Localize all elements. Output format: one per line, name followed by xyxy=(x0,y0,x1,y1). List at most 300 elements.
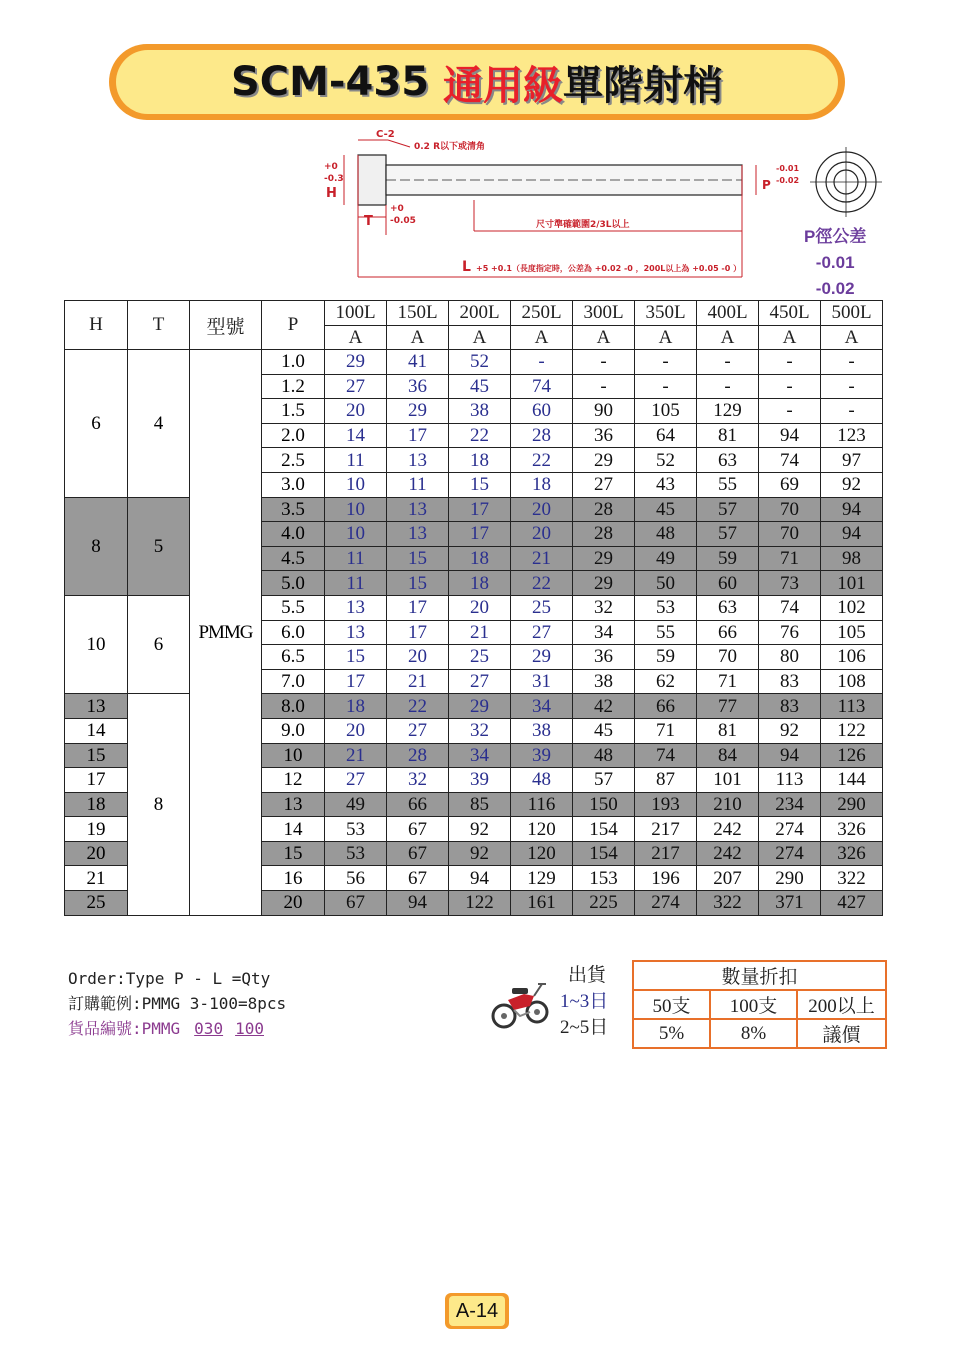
cell-a: 87 xyxy=(635,768,697,793)
cell-a: 27 xyxy=(387,718,449,743)
cell-p: 6.5 xyxy=(262,645,325,670)
cell-a: 38 xyxy=(511,718,573,743)
cell-a: - xyxy=(821,374,883,399)
order-format: Order:Type P - L =Qty xyxy=(68,969,271,988)
cell-a: 154 xyxy=(573,841,635,866)
header-a: A xyxy=(387,326,449,350)
header-length: 350L xyxy=(635,301,697,326)
cell-a: 81 xyxy=(697,718,759,743)
cell-a: 73 xyxy=(759,571,821,596)
cell-a: 11 xyxy=(325,546,387,571)
cell-a: 13 xyxy=(325,620,387,645)
cell-a: 322 xyxy=(697,891,759,916)
cell-p: 9.0 xyxy=(262,718,325,743)
cell-t: 4 xyxy=(128,350,190,498)
cell-a: 126 xyxy=(821,743,883,768)
cell-a: 67 xyxy=(387,866,449,891)
cell-a: 66 xyxy=(387,792,449,817)
cell-a: 80 xyxy=(759,645,821,670)
cell-a: 67 xyxy=(325,891,387,916)
cell-a: 32 xyxy=(387,768,449,793)
cell-a: 18 xyxy=(449,571,511,596)
cell-a: - xyxy=(573,374,635,399)
cell-a: 94 xyxy=(449,866,511,891)
cell-h: 6 xyxy=(65,350,128,498)
cell-a: - xyxy=(635,374,697,399)
cell-a: 57 xyxy=(697,497,759,522)
cell-model: PMMG xyxy=(190,350,262,916)
cell-a: 15 xyxy=(387,546,449,571)
cell-t: 8 xyxy=(128,694,190,915)
cell-h: 21 xyxy=(65,866,128,891)
cell-p: 4.0 xyxy=(262,522,325,547)
cell-a: 120 xyxy=(511,841,573,866)
order-info xyxy=(68,966,286,1041)
cell-a: 92 xyxy=(821,472,883,497)
cell-a: 94 xyxy=(759,743,821,768)
cell-a: 10 xyxy=(325,522,387,547)
cell-a: 66 xyxy=(635,694,697,719)
cell-a: 29 xyxy=(573,546,635,571)
header-p: P xyxy=(262,301,325,350)
cell-a: 28 xyxy=(573,522,635,547)
cell-a: 57 xyxy=(573,768,635,793)
cell-a: 42 xyxy=(573,694,635,719)
table-row xyxy=(65,350,883,375)
drawing-l-label: L xyxy=(462,259,471,275)
cell-a: 29 xyxy=(325,350,387,375)
cell-p: 5.5 xyxy=(262,595,325,620)
cell-h: 17 xyxy=(65,768,128,793)
cell-a: 27 xyxy=(325,768,387,793)
cell-a: 102 xyxy=(821,595,883,620)
p-tolerance xyxy=(804,224,866,302)
cell-a: 59 xyxy=(635,645,697,670)
cell-a: 74 xyxy=(759,595,821,620)
cell-a: 18 xyxy=(449,546,511,571)
drawing-t-tol-plus: +0 xyxy=(390,204,404,214)
cell-a: 106 xyxy=(821,645,883,670)
cell-a: 74 xyxy=(759,448,821,473)
cell-a: 105 xyxy=(635,399,697,424)
cell-a: 94 xyxy=(821,497,883,522)
drawing-c2: C-2 xyxy=(376,129,395,140)
cell-a: 32 xyxy=(449,718,511,743)
spec-table-body xyxy=(65,350,883,916)
cell-a: 27 xyxy=(325,374,387,399)
p-tolerance-upper: -0.01 xyxy=(815,253,855,272)
cell-a: 217 xyxy=(635,841,697,866)
cell-a: 123 xyxy=(821,423,883,448)
header-length: 200L xyxy=(449,301,511,326)
cell-a: 10 xyxy=(325,497,387,522)
header-length: 500L xyxy=(821,301,883,326)
cell-a: 60 xyxy=(697,571,759,596)
cell-a: 97 xyxy=(821,448,883,473)
cell-a: 66 xyxy=(697,620,759,645)
cell-a: 101 xyxy=(697,768,759,793)
cell-a: 113 xyxy=(821,694,883,719)
item-code xyxy=(68,1016,286,1041)
cell-a: - xyxy=(697,374,759,399)
cell-a: 71 xyxy=(635,718,697,743)
cell-p: 20 xyxy=(262,891,325,916)
cell-p: 14 xyxy=(262,817,325,842)
cell-a: 25 xyxy=(511,595,573,620)
cell-a: 27 xyxy=(449,669,511,694)
cell-a: 28 xyxy=(511,423,573,448)
cell-a: 27 xyxy=(573,472,635,497)
cell-p: 2.0 xyxy=(262,423,325,448)
cell-a: 21 xyxy=(449,620,511,645)
cell-a: 29 xyxy=(449,694,511,719)
cell-a: 36 xyxy=(573,423,635,448)
cell-a: 20 xyxy=(511,522,573,547)
cell-a: 20 xyxy=(449,595,511,620)
motorcycle-icon xyxy=(490,972,550,1034)
cell-p: 15 xyxy=(262,841,325,866)
cell-h: 10 xyxy=(65,595,128,693)
cell-a: 20 xyxy=(511,497,573,522)
header-length: 450L xyxy=(759,301,821,326)
cell-a: 210 xyxy=(697,792,759,817)
cell-a: 20 xyxy=(325,718,387,743)
cell-a: 90 xyxy=(573,399,635,424)
cell-a: 34 xyxy=(573,620,635,645)
shipping-fast: 1~3日 xyxy=(560,991,609,1012)
cell-a: 63 xyxy=(697,448,759,473)
drawing-h-label: H xyxy=(326,186,337,201)
shipping-title: 出貨 xyxy=(568,965,607,986)
cell-a: 29 xyxy=(573,571,635,596)
cell-a: 193 xyxy=(635,792,697,817)
cell-a: 74 xyxy=(635,743,697,768)
cell-p: 6.0 xyxy=(262,620,325,645)
shipping-info xyxy=(560,963,608,1041)
cell-a: 48 xyxy=(635,522,697,547)
cell-a: 17 xyxy=(449,522,511,547)
cell-a: 234 xyxy=(759,792,821,817)
cell-a: - xyxy=(635,350,697,375)
cell-a: 69 xyxy=(759,472,821,497)
cell-a: 81 xyxy=(697,423,759,448)
cell-p: 1.5 xyxy=(262,399,325,424)
cell-a: 21 xyxy=(325,743,387,768)
cell-a: 92 xyxy=(449,817,511,842)
cell-a: 116 xyxy=(511,792,573,817)
cell-a: 326 xyxy=(821,841,883,866)
cell-a: 60 xyxy=(511,399,573,424)
item-code-p: 030 xyxy=(194,1019,224,1038)
cell-a: 21 xyxy=(387,669,449,694)
header-model: 型號 xyxy=(190,301,262,350)
cell-a: 11 xyxy=(387,472,449,497)
cell-a: - xyxy=(759,374,821,399)
cell-a: 20 xyxy=(387,645,449,670)
cell-a: 18 xyxy=(511,472,573,497)
cell-t: 6 xyxy=(128,595,190,693)
cell-a: 53 xyxy=(325,817,387,842)
header-length: 250L xyxy=(511,301,573,326)
cell-a: 108 xyxy=(821,669,883,694)
cell-a: 11 xyxy=(325,448,387,473)
cell-a: 274 xyxy=(759,817,821,842)
cell-a: 92 xyxy=(449,841,511,866)
cell-a: 10 xyxy=(325,472,387,497)
cell-p: 2.5 xyxy=(262,448,325,473)
cell-a: 14 xyxy=(325,423,387,448)
header-a: A xyxy=(635,326,697,350)
cell-a: 74 xyxy=(511,374,573,399)
cell-a: 49 xyxy=(325,792,387,817)
header-a: A xyxy=(697,326,759,350)
cell-a: 13 xyxy=(387,522,449,547)
item-code-label: 貨品編號:PMMG xyxy=(68,1019,181,1038)
cell-a: 64 xyxy=(635,423,697,448)
cell-a: 70 xyxy=(759,497,821,522)
cell-a: 18 xyxy=(449,448,511,473)
cell-a: 43 xyxy=(635,472,697,497)
shipping-slow: 2~5日 xyxy=(560,1017,609,1038)
cell-h: 15 xyxy=(65,743,128,768)
cell-a: 57 xyxy=(697,522,759,547)
cell-a: 56 xyxy=(325,866,387,891)
cell-a: 41 xyxy=(387,350,449,375)
cell-p: 4.5 xyxy=(262,546,325,571)
cell-t: 5 xyxy=(128,497,190,595)
cell-h: 18 xyxy=(65,792,128,817)
cell-a: 290 xyxy=(821,792,883,817)
cell-a: 67 xyxy=(387,817,449,842)
cell-p: 1.2 xyxy=(262,374,325,399)
cell-a: 113 xyxy=(759,768,821,793)
drawing-h-tol-plus: +0 xyxy=(324,162,338,172)
cell-a: 154 xyxy=(573,817,635,842)
discount-table xyxy=(632,960,887,1049)
discount-rate: 8% xyxy=(710,1019,797,1048)
cell-a: 20 xyxy=(325,399,387,424)
header-a: A xyxy=(449,326,511,350)
drawing-p-tol-plus: -0.01 xyxy=(776,164,800,173)
cell-a: 36 xyxy=(573,645,635,670)
cell-a: 31 xyxy=(511,669,573,694)
cell-a: 22 xyxy=(449,423,511,448)
cell-a: 17 xyxy=(387,595,449,620)
spec-table xyxy=(64,300,883,916)
header-length: 100L xyxy=(325,301,387,326)
p-tolerance-label: P徑公差 xyxy=(804,227,867,246)
cell-p: 1.0 xyxy=(262,350,325,375)
cell-a: 15 xyxy=(325,645,387,670)
cell-a: 13 xyxy=(387,497,449,522)
cell-p: 3.0 xyxy=(262,472,325,497)
cell-a: 53 xyxy=(325,841,387,866)
cell-a: 49 xyxy=(635,546,697,571)
cell-a: 13 xyxy=(325,595,387,620)
cell-a: 77 xyxy=(697,694,759,719)
drawing-t-tol-minus: -0.05 xyxy=(390,216,416,226)
title-banner xyxy=(116,50,838,114)
header-length: 150L xyxy=(387,301,449,326)
header-length: 400L xyxy=(697,301,759,326)
order-example: 訂購範例:PMMG 3-100=8pcs xyxy=(68,994,287,1013)
table-row xyxy=(65,497,883,522)
cell-a: 32 xyxy=(573,595,635,620)
drawing-precision-note: 尺寸準確範圍2/3L以上 xyxy=(536,220,630,230)
cell-a: 17 xyxy=(325,669,387,694)
cell-a: 29 xyxy=(511,645,573,670)
table-row xyxy=(65,694,883,719)
cell-a: 13 xyxy=(387,448,449,473)
cell-a: - xyxy=(697,350,759,375)
cell-a: 63 xyxy=(697,595,759,620)
cell-a: 196 xyxy=(635,866,697,891)
p-tolerance-lower: -0.02 xyxy=(815,279,855,298)
cell-a: 36 xyxy=(387,374,449,399)
cell-a: 225 xyxy=(573,891,635,916)
cell-a: 290 xyxy=(759,866,821,891)
cell-a: 129 xyxy=(697,399,759,424)
drawing-corner-note: 0.2 R以下或清角 xyxy=(414,142,486,152)
cell-a: - xyxy=(821,350,883,375)
cell-a: 120 xyxy=(511,817,573,842)
cell-a: 50 xyxy=(635,571,697,596)
cell-a: 34 xyxy=(449,743,511,768)
header-a: A xyxy=(325,326,387,350)
cell-a: 122 xyxy=(821,718,883,743)
header-a: A xyxy=(573,326,635,350)
cell-a: 92 xyxy=(759,718,821,743)
cell-a: 38 xyxy=(449,399,511,424)
cell-h: 13 xyxy=(65,694,128,719)
page-number: A-14 xyxy=(449,1296,505,1326)
cell-a: 70 xyxy=(697,645,759,670)
cell-a: 94 xyxy=(821,522,883,547)
cell-a: 94 xyxy=(759,423,821,448)
table-row xyxy=(65,595,883,620)
cell-a: 274 xyxy=(759,841,821,866)
cell-a: 274 xyxy=(635,891,697,916)
drawing-p-label: P xyxy=(762,178,771,192)
cell-a: - xyxy=(573,350,635,375)
cell-a: 59 xyxy=(697,546,759,571)
cell-a: 45 xyxy=(635,497,697,522)
cell-a: 17 xyxy=(387,423,449,448)
cell-a: 76 xyxy=(759,620,821,645)
cell-a: 94 xyxy=(387,891,449,916)
title-grade: 通用級 xyxy=(443,62,564,109)
cell-a: 83 xyxy=(759,669,821,694)
cell-a: 67 xyxy=(387,841,449,866)
cell-a: 129 xyxy=(511,866,573,891)
cell-h: 14 xyxy=(65,718,128,743)
cell-h: 20 xyxy=(65,841,128,866)
cell-a: 28 xyxy=(573,497,635,522)
cell-a: 22 xyxy=(511,571,573,596)
cell-a: 28 xyxy=(387,743,449,768)
cell-a: 427 xyxy=(821,891,883,916)
cell-a: 144 xyxy=(821,768,883,793)
cell-a: 153 xyxy=(573,866,635,891)
cell-p: 3.5 xyxy=(262,497,325,522)
title-product: 單階射梢 xyxy=(563,62,724,109)
cell-p: 8.0 xyxy=(262,694,325,719)
cell-h: 19 xyxy=(65,817,128,842)
cell-a: 22 xyxy=(511,448,573,473)
cell-a: - xyxy=(821,399,883,424)
header-h: H xyxy=(65,301,128,350)
cell-a: 55 xyxy=(697,472,759,497)
header-t: T xyxy=(128,301,190,350)
cell-a: 25 xyxy=(449,645,511,670)
cell-a: 53 xyxy=(635,595,697,620)
cell-p: 16 xyxy=(262,866,325,891)
cell-a: 29 xyxy=(573,448,635,473)
cell-a: 242 xyxy=(697,817,759,842)
cell-a: 39 xyxy=(511,743,573,768)
header-a: A xyxy=(821,326,883,350)
cell-a: 48 xyxy=(511,768,573,793)
drawing-h-tol-minus: -0.3 xyxy=(324,174,344,184)
cell-a: 83 xyxy=(759,694,821,719)
cell-a: 98 xyxy=(821,546,883,571)
cell-a: 38 xyxy=(573,669,635,694)
title-model: SCM-435 xyxy=(230,59,430,105)
cell-a: 122 xyxy=(449,891,511,916)
cell-a: 29 xyxy=(387,399,449,424)
cell-a: 21 xyxy=(511,546,573,571)
cell-a: 84 xyxy=(697,743,759,768)
cell-a: 34 xyxy=(511,694,573,719)
cell-a: 45 xyxy=(573,718,635,743)
cell-a: 17 xyxy=(387,620,449,645)
cell-p: 5.0 xyxy=(262,571,325,596)
cell-a: 207 xyxy=(697,866,759,891)
cell-a: 217 xyxy=(635,817,697,842)
header-a: A xyxy=(759,326,821,350)
cell-a: 11 xyxy=(325,571,387,596)
cell-a: 242 xyxy=(697,841,759,866)
cell-p: 7.0 xyxy=(262,669,325,694)
item-code-l: 100 xyxy=(235,1019,264,1038)
cell-a: 17 xyxy=(449,497,511,522)
cell-p: 12 xyxy=(262,768,325,793)
cell-h: 8 xyxy=(65,497,128,595)
cell-a: 15 xyxy=(449,472,511,497)
discount-title: 數量折扣 xyxy=(633,961,886,990)
cell-a: 161 xyxy=(511,891,573,916)
drawing-l-tol: +5 +0.1（長度指定時，公差為 +0.02 -0 ，200L以上為 +0.05 -0 ） xyxy=(476,264,742,273)
drawing-t-label: T xyxy=(364,214,373,229)
discount-rate: 議價 xyxy=(797,1019,886,1048)
cell-h: 25 xyxy=(65,891,128,916)
cell-a: 150 xyxy=(573,792,635,817)
cell-a: 71 xyxy=(759,546,821,571)
cell-a: 48 xyxy=(573,743,635,768)
discount-qty: 100支 xyxy=(710,990,797,1019)
cell-a: 105 xyxy=(821,620,883,645)
cell-a: 27 xyxy=(511,620,573,645)
cell-a: 101 xyxy=(821,571,883,596)
cell-p: 10 xyxy=(262,743,325,768)
cell-a: 45 xyxy=(449,374,511,399)
cell-a: 71 xyxy=(697,669,759,694)
discount-qty: 50支 xyxy=(633,990,710,1019)
cell-a: - xyxy=(759,399,821,424)
drawing-p-tol-minus: -0.02 xyxy=(776,176,800,185)
cell-p: 13 xyxy=(262,792,325,817)
cell-a: 22 xyxy=(387,694,449,719)
